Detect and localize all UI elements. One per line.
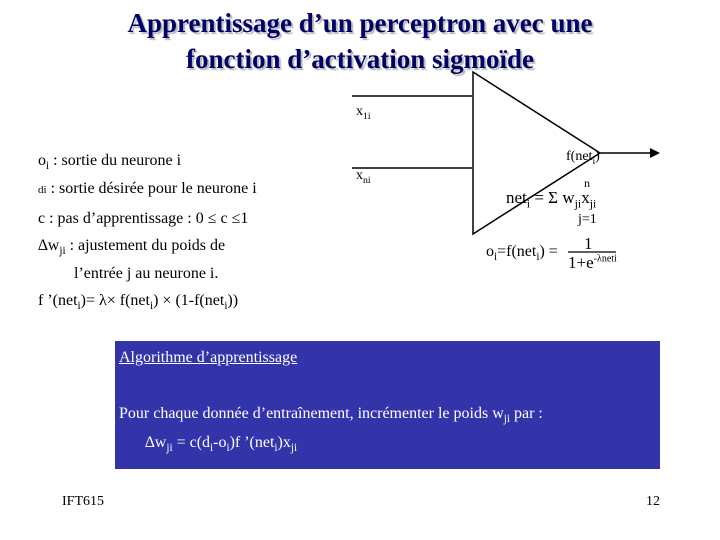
- sum-upper-bound: n: [584, 176, 590, 190]
- algorithm-update-rule: $\Delta w_{ji} = c(d_i-o_i)f$ $’(net_i)x_{ji}$: [145, 434, 298, 455]
- def-oi: $o_i$ : sortie du neurone i: [38, 152, 182, 173]
- oi-formula: $o_i=f(net_i)$ =: [486, 243, 558, 264]
- algorithm-box: [115, 341, 660, 469]
- def-di: di : sortie désirée pour le neurone i: [38, 180, 257, 197]
- def-dw: $\Delta w_{ji}$ : ajustement du poids de: [38, 237, 226, 258]
- def-fprime: f ’(net$_i$)= λ× f(net$_i$) × (1-f(net$_i$)): [38, 292, 239, 313]
- footer-course: IFT615: [62, 494, 104, 509]
- algorithm-heading: Algorithme d’apprentissage: [119, 349, 298, 366]
- input-x1i-label: $x_{1i}$: [356, 104, 371, 122]
- sum-lower-bound: j=1: [578, 212, 597, 227]
- oi-numerator: 1: [584, 234, 593, 253]
- page-title-line2: fonction d’activation sigmoïde: [186, 44, 534, 74]
- footer-page-number: 12: [646, 494, 660, 509]
- oi-denominator: $1+e^{-\lambda neti}$: [568, 253, 617, 272]
- def-dw-cont: l’entrée j au neurone i.: [74, 265, 219, 282]
- page-title-line1: Apprentissage d’un perceptron avec une: [127, 8, 593, 38]
- output-label: f(net$_i$): [566, 149, 600, 167]
- net-formula: net$_i$ = Σ $w_{ji}x_{ji}$: [506, 188, 597, 211]
- output-arrowhead: [650, 148, 660, 158]
- algorithm-line1: Pour chaque donnée d’entraînement, incrémenter le poids $w_{ji}$ par :: [119, 405, 543, 426]
- def-c: c : pas d’apprentissage : 0 ≤ c ≤1: [38, 210, 249, 227]
- input-xni-label: $x_{ni}$: [356, 168, 371, 186]
